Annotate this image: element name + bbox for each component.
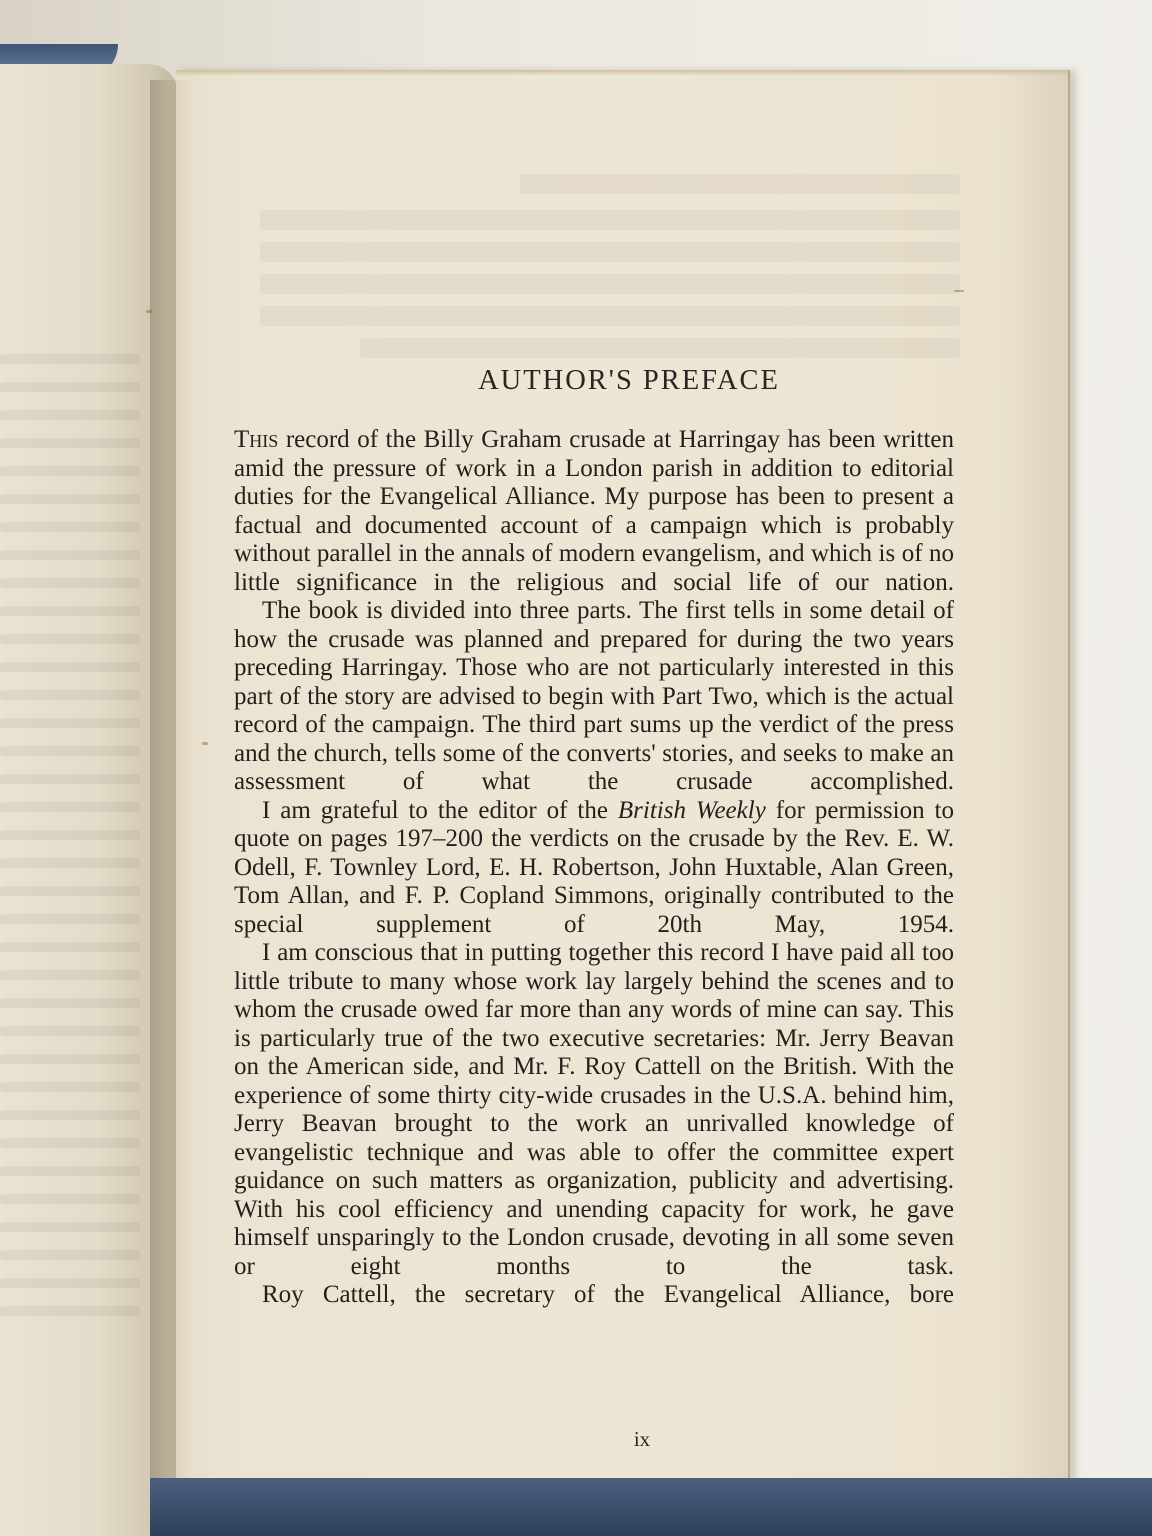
paragraph-5: Roy Cattell, the secretary of the Evangelical Alliance, bore [262, 1281, 954, 1308]
book-page [176, 70, 1070, 1488]
paragraph-text: record of the Billy Graham crusade at Harringay has been written amid the pressure of work in a London parish in addition to editorial duties for the Evangelical Alliance. My purpose has been to present a factual and documented account of a campaign which is probably without parallel in the annals of modern evangelism, and which is of no little significance in the religious and social life of our nation. [234, 426, 954, 596]
publication-title: British Weekly [617, 796, 766, 824]
paragraph-3 [234, 797, 954, 940]
paragraph-1 [234, 426, 954, 597]
book-cover-bottom [150, 1478, 1152, 1536]
page-title: AUTHOR'S PREFACE [478, 365, 780, 396]
paragraph-4: I am conscious that in putting together this record I have paid all too little tribute to many whose work lay largely behind the scenes and to whom the crusade owed far more than any words of mine can say. This is particularly true of the two executive secretaries: Mr. Jerry Beavan on the American side, and Mr. F. Roy Cattell on the British. With the experience of some thirty city-wide crusades in the U.S.A. behind him, Jerry Beavan brought to the work an unrivalled knowledge of evangelistic technique and was able to offer the committee expert guidance on such matters as organization, publicity and advertising. With his cool efficiency and unending capacity for work, he gave himself unsparingly to the London crusade, devoting in all some seven or eight months to the task. [234, 939, 954, 1280]
page-edge [176, 70, 1068, 76]
paragraph-text: I am grateful to the editor of the [262, 796, 618, 824]
preface-body [234, 426, 954, 1310]
paragraph-lead-word: This [234, 426, 279, 453]
page-number: ix [633, 1427, 651, 1451]
paragraph-text: for permission to quote on pages 197–200 the verdicts on the crusade by the Rev. E. W. Odell, F. Townley Lord, E. H. Robertson, John Huxtable, Alan Green, Tom Allan, and F. P. Copland Simmons, originally contributed to the special supplement of 20th May, 1954. [234, 796, 954, 938]
page-gutter-shadow [150, 80, 192, 1500]
paragraph-2: The book is divided into three parts. The first tells in some detail of how the crusade was planned and prepared for during the two years preceding Harringay. Those who are not particularly interested in this part of the story are advised to begin with Part Two, which is the actual record of the campaign. The third part sums up the verdict of the press and the church, tells some of the converts' stories, and seeks to make an assessment of what the crusade accomplished. [234, 597, 954, 795]
